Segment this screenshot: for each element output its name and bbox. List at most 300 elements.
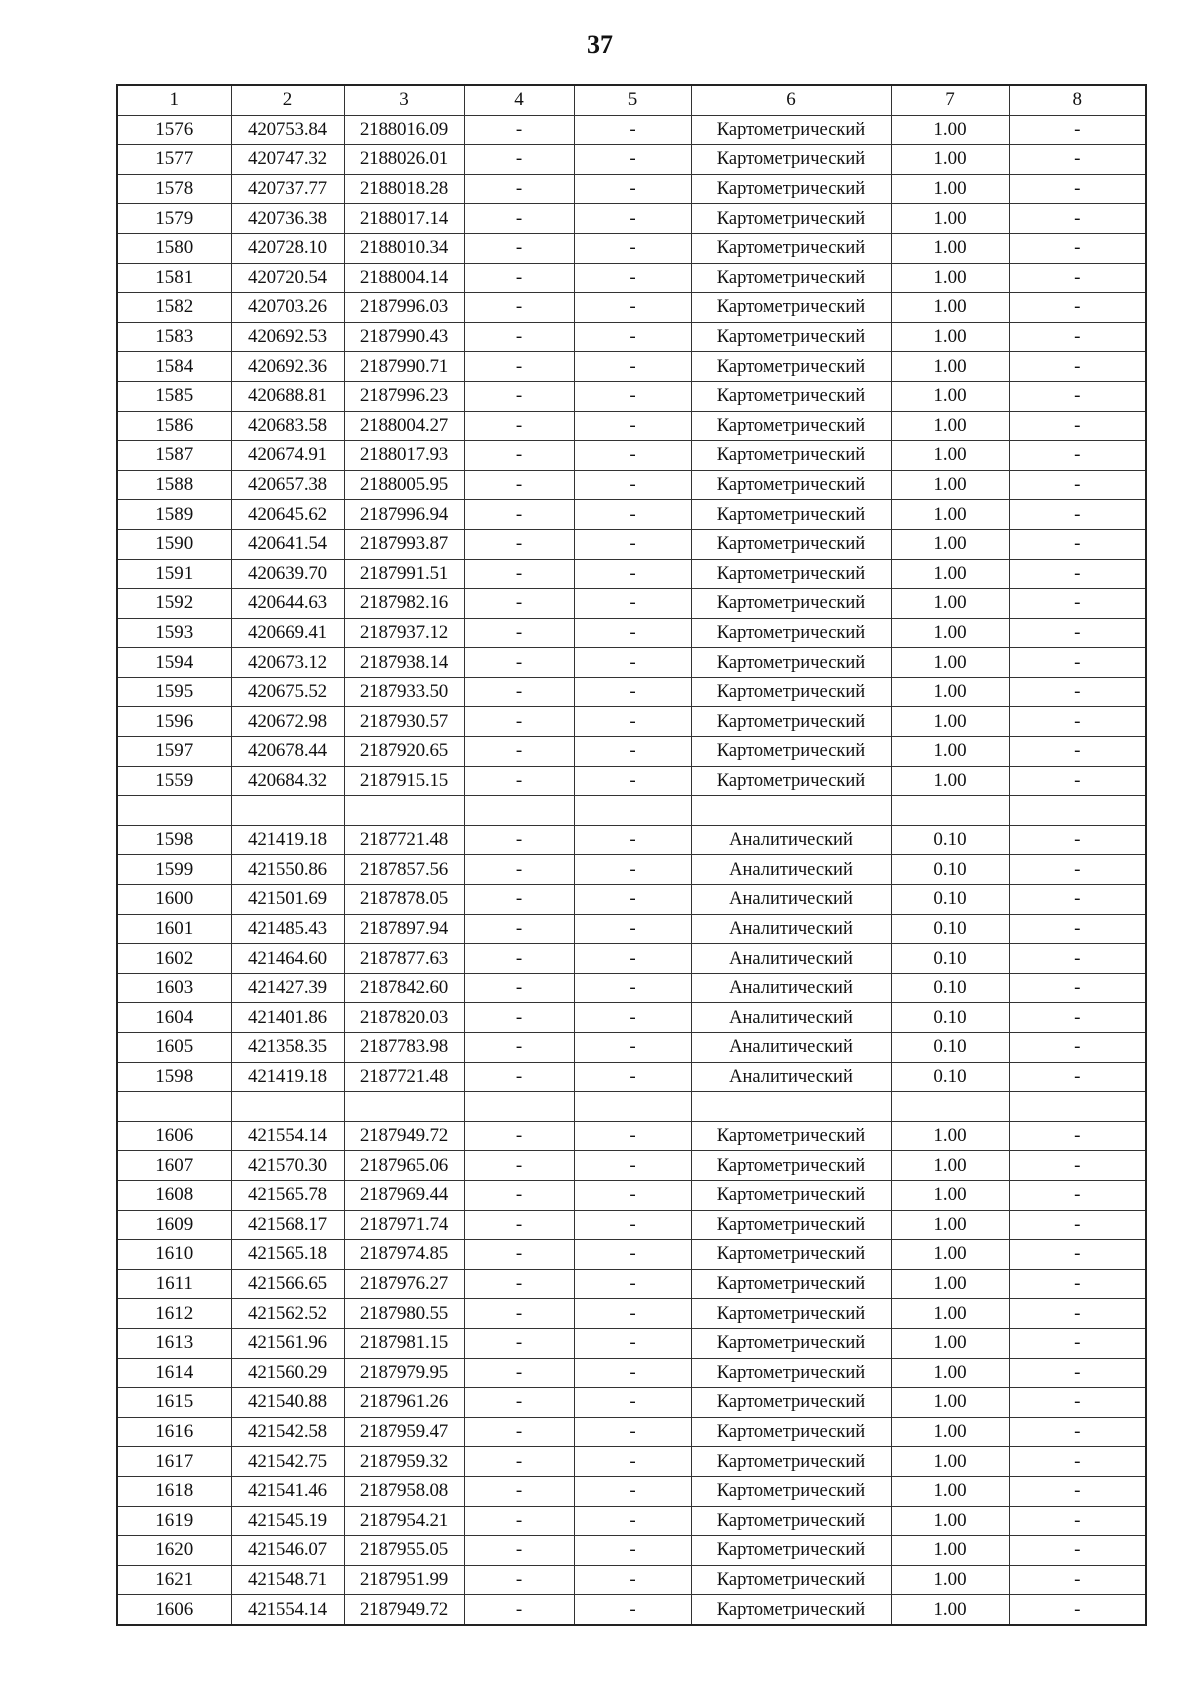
point-number-cell: 1614 xyxy=(117,1358,231,1388)
col-5-cell: - xyxy=(574,825,691,855)
y-coordinate-cell: 2187930.57 xyxy=(344,707,464,737)
point-number-cell: 1591 xyxy=(117,559,231,589)
accuracy-cell: 1.00 xyxy=(891,1210,1009,1240)
col-5-cell: - xyxy=(574,618,691,648)
col-8-cell: - xyxy=(1009,589,1146,619)
x-coordinate-cell: 421540.88 xyxy=(231,1388,344,1418)
y-coordinate-cell: 2187721.48 xyxy=(344,1062,464,1092)
col-4-cell: - xyxy=(464,1565,574,1595)
x-coordinate-cell: 421545.19 xyxy=(231,1506,344,1536)
point-number-cell: 1577 xyxy=(117,145,231,175)
y-coordinate-cell: 2187721.48 xyxy=(344,825,464,855)
col-5-cell: - xyxy=(574,529,691,559)
col-5-cell: - xyxy=(574,1121,691,1151)
table-row xyxy=(117,352,1146,382)
accuracy-cell: 1.00 xyxy=(891,1121,1009,1151)
point-number-cell: 1621 xyxy=(117,1565,231,1595)
table-row xyxy=(117,1299,1146,1329)
x-coordinate-cell: 421427.39 xyxy=(231,973,344,1003)
col-5-cell: - xyxy=(574,1269,691,1299)
y-coordinate-cell: 2188005.95 xyxy=(344,470,464,500)
col-5-cell: - xyxy=(574,174,691,204)
col-5-cell: - xyxy=(574,293,691,323)
y-coordinate-cell: 2187933.50 xyxy=(344,677,464,707)
method-cell: Картометрический xyxy=(691,1476,891,1506)
accuracy-cell: 1.00 xyxy=(891,1328,1009,1358)
accuracy-cell: 1.00 xyxy=(891,500,1009,530)
col-4-cell: - xyxy=(464,766,574,796)
col-8-cell: - xyxy=(1009,1269,1146,1299)
accuracy-cell: 1.00 xyxy=(891,411,1009,441)
col-8-cell: - xyxy=(1009,500,1146,530)
method-cell: Аналитический xyxy=(691,825,891,855)
x-coordinate-cell: 421548.71 xyxy=(231,1565,344,1595)
col-5-cell: - xyxy=(574,1595,691,1625)
col-4-cell: - xyxy=(464,855,574,885)
col-5-cell: - xyxy=(574,1151,691,1181)
table-row xyxy=(117,1003,1146,1033)
col-5-cell: - xyxy=(574,737,691,767)
col-8-cell: - xyxy=(1009,411,1146,441)
method-cell: Картометрический xyxy=(691,766,891,796)
col-8-cell: - xyxy=(1009,115,1146,145)
accuracy-cell xyxy=(891,796,1009,826)
x-coordinate-cell: 421560.29 xyxy=(231,1358,344,1388)
point-number-cell: 1607 xyxy=(117,1151,231,1181)
accuracy-cell: 1.00 xyxy=(891,441,1009,471)
col-4-cell: - xyxy=(464,914,574,944)
method-cell xyxy=(691,796,891,826)
point-number-cell: 1586 xyxy=(117,411,231,441)
col-8-cell: - xyxy=(1009,1388,1146,1418)
col-5-cell: - xyxy=(574,1388,691,1418)
method-cell: Аналитический xyxy=(691,1033,891,1063)
x-coordinate-cell: 420753.84 xyxy=(231,115,344,145)
x-coordinate-cell: 420645.62 xyxy=(231,500,344,530)
col-4-cell: - xyxy=(464,559,574,589)
x-coordinate-cell: 420673.12 xyxy=(231,648,344,678)
col-8-cell: - xyxy=(1009,944,1146,974)
method-cell: Картометрический xyxy=(691,1565,891,1595)
y-coordinate-cell: 2187915.15 xyxy=(344,766,464,796)
accuracy-cell: 1.00 xyxy=(891,1506,1009,1536)
point-number-cell: 1613 xyxy=(117,1328,231,1358)
point-number-cell: 1618 xyxy=(117,1476,231,1506)
method-cell: Картометрический xyxy=(691,204,891,234)
x-coordinate-cell: 420678.44 xyxy=(231,737,344,767)
col-4-cell: - xyxy=(464,944,574,974)
col-4-cell: - xyxy=(464,1210,574,1240)
col-5-cell xyxy=(574,796,691,826)
x-coordinate-cell xyxy=(231,1092,344,1122)
accuracy-cell: 0.10 xyxy=(891,1062,1009,1092)
col-5-cell: - xyxy=(574,115,691,145)
method-cell: Картометрический xyxy=(691,352,891,382)
y-coordinate-cell: 2187982.16 xyxy=(344,589,464,619)
y-coordinate-cell: 2187951.99 xyxy=(344,1565,464,1595)
method-cell: Аналитический xyxy=(691,914,891,944)
table-row xyxy=(117,174,1146,204)
accuracy-cell: 0.10 xyxy=(891,914,1009,944)
method-cell: Картометрический xyxy=(691,1536,891,1566)
table-header-row xyxy=(117,85,1146,115)
col-5-cell: - xyxy=(574,1417,691,1447)
method-cell: Картометрический xyxy=(691,411,891,441)
y-coordinate-cell: 2187857.56 xyxy=(344,855,464,885)
table-row xyxy=(117,973,1146,1003)
col-8-cell: - xyxy=(1009,381,1146,411)
col-5-cell: - xyxy=(574,677,691,707)
point-number-cell: 1598 xyxy=(117,1062,231,1092)
method-cell: Картометрический xyxy=(691,1269,891,1299)
table-row xyxy=(117,1121,1146,1151)
method-cell: Картометрический xyxy=(691,1151,891,1181)
coordinates-table xyxy=(116,84,1147,1626)
accuracy-cell: 1.00 xyxy=(891,293,1009,323)
page-number: 37 xyxy=(587,30,613,59)
x-coordinate-cell: 421565.78 xyxy=(231,1180,344,1210)
x-coordinate-cell: 420703.26 xyxy=(231,293,344,323)
col-8-cell: - xyxy=(1009,441,1146,471)
x-coordinate-cell: 421566.65 xyxy=(231,1269,344,1299)
accuracy-cell: 1.00 xyxy=(891,1180,1009,1210)
col-5-cell: - xyxy=(574,441,691,471)
table-row xyxy=(117,529,1146,559)
method-cell: Картометрический xyxy=(691,441,891,471)
point-number-cell: 1620 xyxy=(117,1536,231,1566)
point-number-cell: 1590 xyxy=(117,529,231,559)
col-5-cell: - xyxy=(574,1536,691,1566)
x-coordinate-cell: 421561.96 xyxy=(231,1328,344,1358)
table-row xyxy=(117,944,1146,974)
column-header-7: 7 xyxy=(891,85,1009,115)
method-cell: Картометрический xyxy=(691,1121,891,1151)
col-4-cell: - xyxy=(464,1151,574,1181)
y-coordinate-cell: 2187920.65 xyxy=(344,737,464,767)
table-row xyxy=(117,648,1146,678)
col-5-cell: - xyxy=(574,589,691,619)
col-4-cell: - xyxy=(464,1595,574,1625)
col-4-cell: - xyxy=(464,441,574,471)
table-row xyxy=(117,1476,1146,1506)
x-coordinate-cell: 421554.14 xyxy=(231,1121,344,1151)
col-8-cell: - xyxy=(1009,1151,1146,1181)
col-5-cell: - xyxy=(574,648,691,678)
method-cell: Картометрический xyxy=(691,145,891,175)
col-4-cell: - xyxy=(464,707,574,737)
point-number-cell: 1589 xyxy=(117,500,231,530)
col-8-cell: - xyxy=(1009,352,1146,382)
table-row xyxy=(117,263,1146,293)
method-cell: Картометрический xyxy=(691,529,891,559)
point-number-cell: 1598 xyxy=(117,825,231,855)
x-coordinate-cell: 420684.32 xyxy=(231,766,344,796)
table-row xyxy=(117,145,1146,175)
col-4-cell: - xyxy=(464,973,574,1003)
col-4-cell: - xyxy=(464,618,574,648)
col-8-cell: - xyxy=(1009,233,1146,263)
accuracy-cell: 1.00 xyxy=(891,381,1009,411)
point-number-cell: 1612 xyxy=(117,1299,231,1329)
y-coordinate-cell: 2188004.27 xyxy=(344,411,464,441)
y-coordinate-cell: 2187979.95 xyxy=(344,1358,464,1388)
y-coordinate-cell: 2187991.51 xyxy=(344,559,464,589)
col-5-cell: - xyxy=(574,914,691,944)
col-4-cell: - xyxy=(464,1299,574,1329)
col-8-cell xyxy=(1009,1092,1146,1122)
y-coordinate-cell: 2188016.09 xyxy=(344,115,464,145)
point-number-cell: 1610 xyxy=(117,1240,231,1270)
col-4-cell: - xyxy=(464,1033,574,1063)
separator-row xyxy=(117,1092,1146,1122)
col-4-cell: - xyxy=(464,1506,574,1536)
point-number-cell: 1604 xyxy=(117,1003,231,1033)
y-coordinate-cell: 2187976.27 xyxy=(344,1269,464,1299)
point-number-cell: 1595 xyxy=(117,677,231,707)
col-8-cell: - xyxy=(1009,855,1146,885)
accuracy-cell: 1.00 xyxy=(891,677,1009,707)
table-row xyxy=(117,825,1146,855)
x-coordinate-cell: 421501.69 xyxy=(231,885,344,915)
y-coordinate-cell: 2188004.14 xyxy=(344,263,464,293)
col-8-cell: - xyxy=(1009,322,1146,352)
x-coordinate-cell: 420736.38 xyxy=(231,204,344,234)
table-row xyxy=(117,293,1146,323)
col-4-cell: - xyxy=(464,1388,574,1418)
x-coordinate-cell: 421546.07 xyxy=(231,1536,344,1566)
point-number-cell: 1601 xyxy=(117,914,231,944)
table-row xyxy=(117,766,1146,796)
point-number-cell: 1616 xyxy=(117,1417,231,1447)
point-number-cell: 1592 xyxy=(117,589,231,619)
method-cell: Картометрический xyxy=(691,648,891,678)
x-coordinate-cell: 420675.52 xyxy=(231,677,344,707)
accuracy-cell: 0.10 xyxy=(891,1003,1009,1033)
table-row xyxy=(117,1506,1146,1536)
accuracy-cell: 1.00 xyxy=(891,115,1009,145)
col-4-cell: - xyxy=(464,204,574,234)
method-cell: Картометрический xyxy=(691,1180,891,1210)
col-4-cell: - xyxy=(464,500,574,530)
accuracy-cell: 1.00 xyxy=(891,233,1009,263)
accuracy-cell: 1.00 xyxy=(891,589,1009,619)
col-8-cell: - xyxy=(1009,559,1146,589)
accuracy-cell: 1.00 xyxy=(891,1240,1009,1270)
y-coordinate-cell: 2187937.12 xyxy=(344,618,464,648)
point-number-cell: 1605 xyxy=(117,1033,231,1063)
x-coordinate-cell: 420692.53 xyxy=(231,322,344,352)
method-cell: Картометрический xyxy=(691,500,891,530)
y-coordinate-cell: 2187961.26 xyxy=(344,1388,464,1418)
col-5-cell: - xyxy=(574,204,691,234)
table-row xyxy=(117,381,1146,411)
col-8-cell: - xyxy=(1009,145,1146,175)
col-4-cell: - xyxy=(464,1358,574,1388)
col-4-cell: - xyxy=(464,737,574,767)
table-row xyxy=(117,500,1146,530)
method-cell: Картометрический xyxy=(691,381,891,411)
point-number-cell: 1584 xyxy=(117,352,231,382)
method-cell: Картометрический xyxy=(691,1358,891,1388)
col-4-cell: - xyxy=(464,825,574,855)
method-cell: Картометрический xyxy=(691,115,891,145)
x-coordinate-cell: 421542.58 xyxy=(231,1417,344,1447)
y-coordinate-cell: 2187954.21 xyxy=(344,1506,464,1536)
method-cell: Картометрический xyxy=(691,589,891,619)
method-cell: Картометрический xyxy=(691,293,891,323)
col-8-cell: - xyxy=(1009,648,1146,678)
col-4-cell: - xyxy=(464,381,574,411)
y-coordinate-cell: 2187971.74 xyxy=(344,1210,464,1240)
col-5-cell: - xyxy=(574,381,691,411)
table-row xyxy=(117,589,1146,619)
point-number-cell: 1603 xyxy=(117,973,231,1003)
col-4-cell: - xyxy=(464,263,574,293)
col-8-cell: - xyxy=(1009,174,1146,204)
col-8-cell: - xyxy=(1009,885,1146,915)
col-5-cell: - xyxy=(574,1506,691,1536)
col-5-cell: - xyxy=(574,1447,691,1477)
accuracy-cell xyxy=(891,1092,1009,1122)
table-row xyxy=(117,115,1146,145)
col-5-cell: - xyxy=(574,263,691,293)
col-8-cell: - xyxy=(1009,1417,1146,1447)
col-5-cell: - xyxy=(574,1358,691,1388)
table-row xyxy=(117,1180,1146,1210)
col-5-cell: - xyxy=(574,1299,691,1329)
accuracy-cell: 1.00 xyxy=(891,322,1009,352)
y-coordinate-cell: 2188026.01 xyxy=(344,145,464,175)
method-cell: Картометрический xyxy=(691,1595,891,1625)
table-row xyxy=(117,618,1146,648)
accuracy-cell: 1.00 xyxy=(891,766,1009,796)
point-number-cell: 1602 xyxy=(117,944,231,974)
table-row xyxy=(117,737,1146,767)
col-8-cell: - xyxy=(1009,1328,1146,1358)
x-coordinate-cell: 420737.77 xyxy=(231,174,344,204)
table-row xyxy=(117,914,1146,944)
col-5-cell: - xyxy=(574,145,691,175)
col-5-cell: - xyxy=(574,1328,691,1358)
y-coordinate-cell: 2187949.72 xyxy=(344,1595,464,1625)
col-4-cell: - xyxy=(464,648,574,678)
y-coordinate-cell: 2187783.98 xyxy=(344,1033,464,1063)
col-5-cell: - xyxy=(574,973,691,1003)
col-4-cell: - xyxy=(464,1476,574,1506)
x-coordinate-cell: 421554.14 xyxy=(231,1595,344,1625)
col-5-cell: - xyxy=(574,500,691,530)
y-coordinate-cell: 2187969.44 xyxy=(344,1180,464,1210)
accuracy-cell: 1.00 xyxy=(891,648,1009,678)
table-row xyxy=(117,204,1146,234)
col-8-cell: - xyxy=(1009,1062,1146,1092)
x-coordinate-cell: 421541.46 xyxy=(231,1476,344,1506)
accuracy-cell: 1.00 xyxy=(891,1536,1009,1566)
col-8-cell: - xyxy=(1009,204,1146,234)
x-coordinate-cell: 421401.86 xyxy=(231,1003,344,1033)
method-cell: Картометрический xyxy=(691,618,891,648)
point-number-cell: 1587 xyxy=(117,441,231,471)
accuracy-cell: 1.00 xyxy=(891,529,1009,559)
x-coordinate-cell: 420728.10 xyxy=(231,233,344,263)
col-8-cell: - xyxy=(1009,529,1146,559)
col-5-cell: - xyxy=(574,1062,691,1092)
y-coordinate-cell: 2187990.43 xyxy=(344,322,464,352)
y-coordinate-cell: 2187959.47 xyxy=(344,1417,464,1447)
x-coordinate-cell: 420692.36 xyxy=(231,352,344,382)
table-row xyxy=(117,470,1146,500)
method-cell: Картометрический xyxy=(691,1328,891,1358)
col-8-cell: - xyxy=(1009,618,1146,648)
accuracy-cell: 1.00 xyxy=(891,174,1009,204)
col-5-cell: - xyxy=(574,1180,691,1210)
method-cell: Картометрический xyxy=(691,677,891,707)
method-cell: Аналитический xyxy=(691,885,891,915)
col-5-cell: - xyxy=(574,1210,691,1240)
col-8-cell xyxy=(1009,796,1146,826)
col-8-cell: - xyxy=(1009,1003,1146,1033)
table-row xyxy=(117,411,1146,441)
y-coordinate-cell: 2187974.85 xyxy=(344,1240,464,1270)
method-cell: Картометрический xyxy=(691,1417,891,1447)
point-number-cell: 1606 xyxy=(117,1121,231,1151)
method-cell: Аналитический xyxy=(691,973,891,1003)
accuracy-cell: 0.10 xyxy=(891,855,1009,885)
column-header-2: 2 xyxy=(231,85,344,115)
y-coordinate-cell: 2187959.32 xyxy=(344,1447,464,1477)
col-4-cell: - xyxy=(464,233,574,263)
y-coordinate-cell: 2188017.14 xyxy=(344,204,464,234)
point-number-cell: 1599 xyxy=(117,855,231,885)
col-5-cell: - xyxy=(574,885,691,915)
method-cell: Аналитический xyxy=(691,1062,891,1092)
col-4-cell: - xyxy=(464,1536,574,1566)
col-8-cell: - xyxy=(1009,1447,1146,1477)
table-row xyxy=(117,1269,1146,1299)
col-4-cell: - xyxy=(464,885,574,915)
col-8-cell: - xyxy=(1009,1476,1146,1506)
col-4-cell: - xyxy=(464,352,574,382)
col-4-cell: - xyxy=(464,145,574,175)
y-coordinate-cell: 2187965.06 xyxy=(344,1151,464,1181)
table-row xyxy=(117,1388,1146,1418)
col-4-cell: - xyxy=(464,411,574,441)
col-8-cell: - xyxy=(1009,1565,1146,1595)
x-coordinate-cell: 421562.52 xyxy=(231,1299,344,1329)
col-4-cell: - xyxy=(464,1417,574,1447)
y-coordinate-cell: 2187878.05 xyxy=(344,885,464,915)
x-coordinate-cell: 420644.63 xyxy=(231,589,344,619)
accuracy-cell: 1.00 xyxy=(891,263,1009,293)
table-row xyxy=(117,855,1146,885)
point-number-cell: 1580 xyxy=(117,233,231,263)
y-coordinate-cell xyxy=(344,796,464,826)
y-coordinate-cell: 2187958.08 xyxy=(344,1476,464,1506)
column-header-5: 5 xyxy=(574,85,691,115)
table-row xyxy=(117,441,1146,471)
point-number-cell: 1559 xyxy=(117,766,231,796)
table-row xyxy=(117,1417,1146,1447)
method-cell: Картометрический xyxy=(691,559,891,589)
method-cell: Аналитический xyxy=(691,855,891,885)
col-8-cell: - xyxy=(1009,293,1146,323)
table-row xyxy=(117,1595,1146,1625)
accuracy-cell: 1.00 xyxy=(891,707,1009,737)
y-coordinate-cell: 2188010.34 xyxy=(344,233,464,263)
col-8-cell: - xyxy=(1009,1595,1146,1625)
method-cell: Картометрический xyxy=(691,322,891,352)
x-coordinate-cell: 420641.54 xyxy=(231,529,344,559)
